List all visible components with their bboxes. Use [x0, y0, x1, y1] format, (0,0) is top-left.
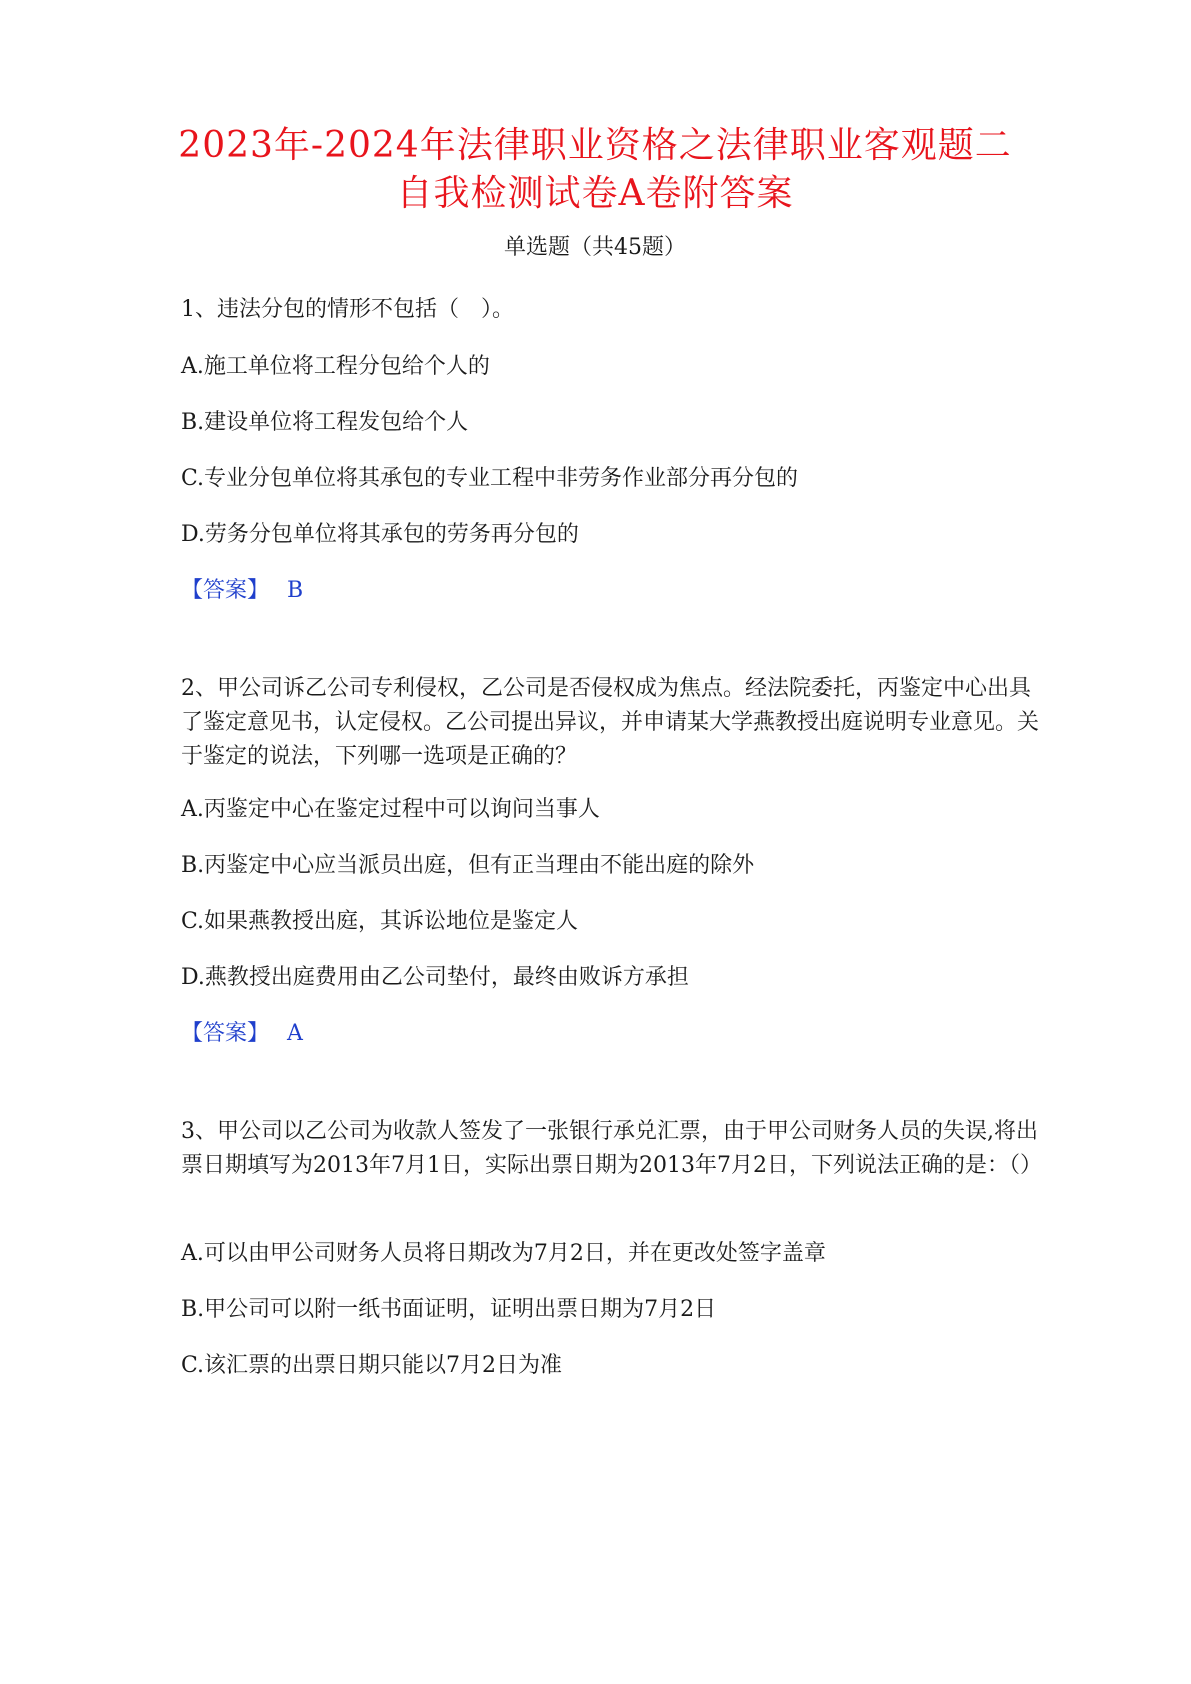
answer-value: B: [287, 578, 304, 603]
answer-label: 【答案】: [181, 578, 270, 603]
question-2-option-a: A.丙鉴定中心在鉴定过程中可以询问当事人: [181, 797, 600, 822]
question-3-option-c: C.该汇票的出票日期只能以7月2日为准: [181, 1353, 563, 1378]
question-3-option-a: A.可以由甲公司财务人员将日期改为7月2日，并在更改处签字盖章: [181, 1241, 826, 1266]
question-2-answer: [181, 1019, 303, 1049]
question-1-stem: 1、违法分包的情形不包括（ ）。: [181, 297, 514, 322]
section-heading: 单选题（共45题）: [504, 235, 686, 260]
answer-label: 【答案】: [181, 1021, 270, 1046]
question-1-option-a: A.施工单位将工程分包给个人的: [181, 354, 490, 379]
question-1-option-b: B.建设单位将工程发包给个人: [181, 410, 469, 435]
question-1-option-d: D.劳务分包单位将其承包的劳务再分包的: [181, 522, 579, 547]
question-2-stem: 2、甲公司诉乙公司专利侵权，乙公司是否侵权成为焦点。经法院委托，丙鉴定中心出具了鉴定意见书，认定侵权。乙公司提出异议，并申请某大学燕教授出庭说明专业意见。关于鉴定的说法，下列哪一选项是正确的？: [181, 676, 1040, 769]
question-1-option-c: C.专业分包单位将其承包的专业工程中非劳务作业部分再分包的: [181, 466, 799, 491]
question-2-option-d: D.燕教授出庭费用由乙公司垫付，最终由败诉方承担: [181, 965, 689, 990]
document-title-line1: 2023年-2024年法律职业资格之法律职业客观题二: [178, 125, 1012, 166]
question-2-option-b: B.丙鉴定中心应当派员出庭，但有正当理由不能出庭的除外: [181, 853, 755, 878]
document-title-line2: 自我检测试卷A卷附答案: [396, 173, 794, 214]
question-3-option-b: B.甲公司可以附一纸书面证明，证明出票日期为7月2日: [181, 1297, 717, 1322]
answer-value: A: [287, 1021, 303, 1046]
question-1-answer: [181, 576, 303, 606]
question-3-stem: 3、甲公司以乙公司为收款人签发了一张银行承兑汇票，由于甲公司财务人员的失误,将出票日期填写为2013年7月1日，实际出票日期为2013年7月2日，下列说法正确的是：（）: [181, 1119, 1042, 1178]
question-2-option-c: C.如果燕教授出庭，其诉讼地位是鉴定人: [181, 909, 579, 934]
